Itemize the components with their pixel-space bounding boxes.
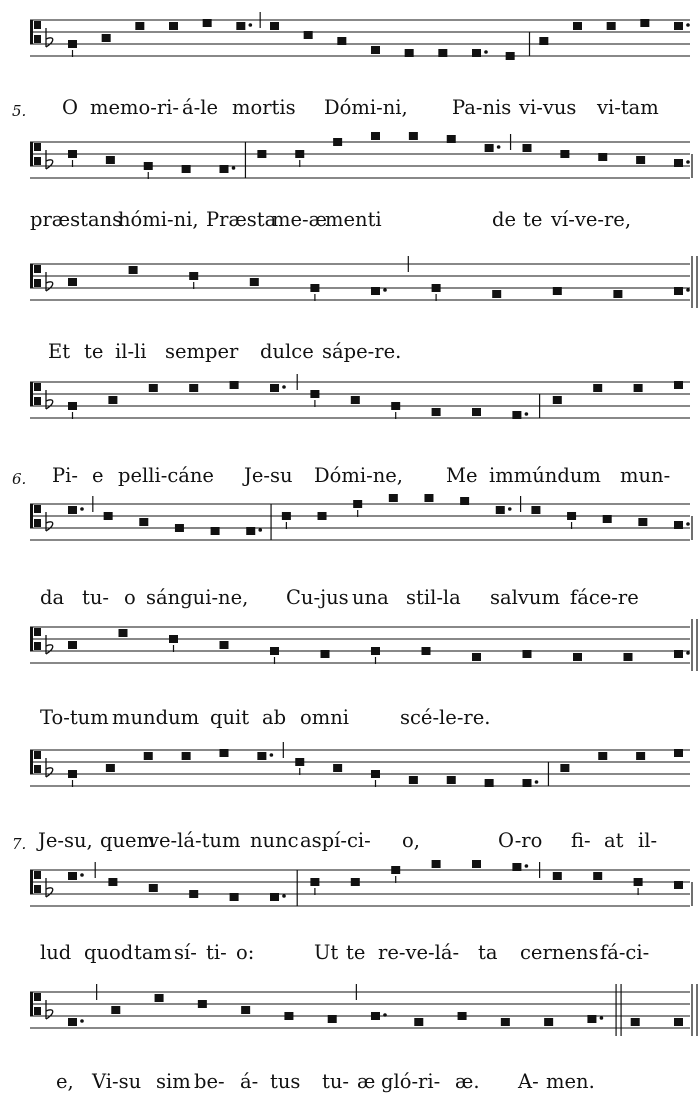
- neume-note: [321, 650, 330, 658]
- neume-note: [169, 635, 178, 643]
- mora-dot: [80, 873, 84, 877]
- chant-system-3: [0, 252, 698, 363]
- neume-note: [220, 749, 229, 757]
- neume-note: [544, 1018, 553, 1026]
- chant-system-5: [0, 492, 698, 609]
- syllable: á-le: [182, 96, 218, 119]
- syllable: dulce: [260, 340, 314, 363]
- syllable: quem: [100, 829, 156, 852]
- neume-note: [553, 396, 562, 404]
- neume-note: [220, 165, 229, 173]
- staff-7: [0, 738, 698, 818]
- chant-system-8: [0, 858, 698, 964]
- neume-note: [310, 284, 319, 292]
- neume-note: [189, 272, 198, 280]
- syllable: o,: [402, 829, 420, 852]
- neume-note: [567, 512, 576, 520]
- syllable: il-: [638, 829, 658, 852]
- syllable: me-æ: [272, 208, 327, 231]
- syllable: pelli-cáne: [118, 464, 214, 487]
- syllable: ti-: [206, 941, 227, 964]
- neume-note: [512, 863, 521, 871]
- neume-note: [68, 641, 77, 649]
- syllable: tu-: [322, 1070, 349, 1093]
- syllable: ve-lá-tum: [148, 829, 241, 852]
- syllable: memo-ri-: [90, 96, 179, 119]
- neume-note: [638, 518, 647, 526]
- mora-dot: [600, 1016, 604, 1020]
- syllable: sim: [156, 1070, 191, 1093]
- neume-note: [485, 779, 494, 787]
- mora-dot: [686, 160, 690, 164]
- neume-note: [257, 150, 266, 158]
- neume-note: [310, 390, 319, 398]
- double-bar: [692, 256, 697, 308]
- neume-note: [333, 138, 342, 146]
- neume-note: [68, 150, 77, 158]
- neume-note: [631, 1018, 640, 1026]
- neume-note: [405, 49, 414, 57]
- neume-note: [447, 135, 456, 143]
- neume-note: [371, 647, 380, 655]
- neume-note: [337, 37, 346, 45]
- mora-dot: [484, 50, 488, 54]
- neume-note: [438, 49, 447, 57]
- neume-note: [353, 500, 362, 508]
- neume-note: [68, 402, 77, 410]
- neume-note: [351, 396, 360, 404]
- neume-note: [119, 629, 128, 637]
- neume-note: [270, 647, 279, 655]
- neume-note: [102, 34, 111, 42]
- neume-note: [496, 506, 505, 514]
- neume-note: [68, 40, 77, 48]
- syllable: Pa-nis: [452, 96, 512, 119]
- neume-note: [310, 878, 319, 886]
- mora-dot: [497, 145, 501, 149]
- neume-note: [593, 872, 602, 880]
- neume-note: [270, 22, 279, 30]
- syllable: hómi-ni,: [118, 208, 199, 231]
- syllable: at: [604, 829, 624, 852]
- syllable: te: [346, 941, 366, 964]
- chant-system-2: [0, 130, 698, 230]
- syllable: mundum: [112, 706, 200, 729]
- syllable: semper: [165, 340, 239, 363]
- neume-note: [674, 1018, 683, 1026]
- neume-note: [636, 752, 645, 760]
- neume-note: [472, 49, 481, 57]
- neume-note: [203, 19, 212, 27]
- syllable: da: [40, 586, 65, 609]
- syllable: Me: [446, 464, 478, 487]
- neume-note: [371, 287, 380, 295]
- mora-dot: [80, 1019, 84, 1023]
- neume-note: [598, 153, 607, 161]
- neume-note: [250, 278, 259, 286]
- neume-note: [492, 290, 501, 298]
- syllable: Dómi-ne,: [314, 464, 403, 487]
- syllable: men.: [546, 1070, 595, 1093]
- chant-system-6: [0, 615, 698, 729]
- syllable: Pi-: [52, 464, 78, 487]
- syllable: sápe-re.: [322, 340, 402, 363]
- syllable: mun-: [620, 464, 671, 487]
- neume-note: [634, 878, 643, 886]
- neume-note: [230, 893, 239, 901]
- neume-note: [371, 770, 380, 778]
- neume-note: [674, 521, 683, 529]
- syllable: fá-ci-: [600, 941, 650, 964]
- neume-note: [108, 396, 117, 404]
- chant-system-7: [0, 738, 698, 853]
- syllable: de: [492, 208, 517, 231]
- neume-note: [68, 1018, 77, 1026]
- syllable: O: [62, 96, 78, 119]
- syllable: O-ro: [498, 829, 543, 852]
- syllable: te: [523, 208, 543, 231]
- neume-note: [351, 878, 360, 886]
- syllable: ta: [478, 941, 498, 964]
- syllable: sí-: [174, 941, 197, 964]
- syllable: gló-ri-: [381, 1070, 441, 1093]
- neume-note: [169, 22, 178, 30]
- neume-note: [111, 1006, 120, 1014]
- syllable: te: [84, 340, 104, 363]
- syllable: lud: [40, 941, 72, 964]
- mora-dot: [525, 864, 529, 868]
- neume-note: [68, 872, 77, 880]
- syllable: præstans: [30, 208, 123, 231]
- neume-note: [531, 506, 540, 514]
- syllable: vi-tam: [597, 96, 659, 119]
- neume-note: [189, 384, 198, 392]
- neume-note: [391, 402, 400, 410]
- syllable: á-: [240, 1070, 259, 1093]
- verse-number: 5.: [12, 102, 27, 120]
- neume-note: [573, 653, 582, 661]
- syllable: o:: [236, 941, 255, 964]
- neume-note: [236, 22, 245, 30]
- neume-note: [391, 866, 400, 874]
- neume-note: [409, 776, 418, 784]
- neume-note: [230, 381, 239, 389]
- mora-dot: [258, 528, 262, 532]
- syllable: A-: [518, 1070, 539, 1093]
- staff-4: [0, 370, 698, 450]
- neume-note: [674, 22, 683, 30]
- syllable: una: [352, 586, 389, 609]
- double-bar: [692, 619, 697, 671]
- syllable: ví-ve-re,: [551, 208, 632, 231]
- staff-5: [0, 492, 698, 572]
- neume-note: [104, 512, 113, 520]
- neume-note: [512, 411, 521, 419]
- neume-note: [553, 287, 562, 295]
- neume-note: [189, 890, 198, 898]
- staff-2: [0, 130, 698, 210]
- syllable: re-ve-lá-: [378, 941, 460, 964]
- syllable: immúndum: [489, 464, 601, 487]
- neume-note: [108, 878, 117, 886]
- neume-note: [485, 144, 494, 152]
- neume-note: [175, 524, 184, 532]
- neume-note: [447, 776, 456, 784]
- syllable: Dómi-ni,: [324, 96, 408, 119]
- neume-note: [106, 156, 115, 164]
- syllable: Je-su: [244, 464, 293, 487]
- neume-note: [506, 52, 515, 60]
- neume-note: [295, 758, 304, 766]
- syllable: Et: [48, 340, 71, 363]
- mora-dot: [80, 507, 84, 511]
- staff-8: [0, 858, 698, 938]
- syllable: vi-vus: [519, 96, 577, 119]
- double-bar: [692, 984, 697, 1036]
- neume-note: [211, 527, 220, 535]
- neume-note: [674, 159, 683, 167]
- mora-dot: [270, 753, 274, 757]
- neume-note: [295, 150, 304, 158]
- neume-note: [257, 752, 266, 760]
- neume-note: [560, 764, 569, 772]
- neume-note: [458, 1012, 467, 1020]
- neume-note: [149, 884, 158, 892]
- neume-note: [634, 384, 643, 392]
- neume-note: [68, 506, 77, 514]
- neume-note: [409, 132, 418, 140]
- syllable: e: [92, 464, 104, 487]
- mora-dot: [686, 23, 690, 27]
- mora-dot: [508, 507, 512, 511]
- neume-note: [523, 779, 532, 787]
- mora-dot: [686, 522, 690, 526]
- neume-note: [472, 408, 481, 416]
- chant-system-4: [0, 370, 698, 488]
- neume-note: [587, 1015, 596, 1023]
- neume-note: [139, 518, 148, 526]
- syllable: scé-le-re.: [400, 706, 491, 729]
- staff-1: [0, 8, 698, 88]
- neume-note: [135, 22, 144, 30]
- mora-dot: [232, 166, 236, 170]
- neume-note: [560, 150, 569, 158]
- mora-dot: [282, 385, 286, 389]
- neume-note: [607, 22, 616, 30]
- mora-dot: [282, 894, 286, 898]
- mora-dot: [383, 1013, 387, 1017]
- neume-note: [220, 641, 229, 649]
- neume-note: [182, 165, 191, 173]
- neume-note: [328, 1015, 337, 1023]
- neume-note: [424, 494, 433, 502]
- syllable: To-tum: [40, 706, 109, 729]
- neume-note: [422, 647, 431, 655]
- neume-note: [318, 512, 327, 520]
- mora-dot: [535, 780, 539, 784]
- syllable: e,: [56, 1070, 74, 1093]
- neume-note: [432, 860, 441, 868]
- neume-note: [674, 881, 683, 889]
- neume-note: [472, 653, 481, 661]
- syllable: o: [124, 586, 136, 609]
- mora-dot: [686, 288, 690, 292]
- syllable: Præsta: [206, 208, 277, 231]
- syllable: tus: [270, 1070, 301, 1093]
- syllable: cernens: [520, 941, 599, 964]
- neume-note: [68, 278, 77, 286]
- neume-note: [593, 384, 602, 392]
- neume-note: [333, 764, 342, 772]
- syllable: omni: [300, 706, 350, 729]
- neume-note: [389, 494, 398, 502]
- neume-note: [144, 752, 153, 760]
- syllable: mortis: [232, 96, 296, 119]
- syllable: quod: [84, 941, 134, 964]
- neume-note: [68, 770, 77, 778]
- neume-note: [129, 266, 138, 274]
- syllable: sángui-ne,: [146, 586, 249, 609]
- neume-note: [106, 764, 115, 772]
- neume-note: [598, 752, 607, 760]
- neume-note: [501, 1018, 510, 1026]
- syllable: æ.: [455, 1070, 480, 1093]
- syllable: Vi-su: [92, 1070, 142, 1093]
- syllable: salvum: [490, 586, 560, 609]
- neume-note: [460, 497, 469, 505]
- neume-note: [674, 381, 683, 389]
- syllable: aspí-ci-: [300, 829, 371, 852]
- verse-number: 6.: [12, 470, 27, 488]
- neume-note: [640, 19, 649, 27]
- syllable: il-li: [115, 340, 147, 363]
- neume-note: [674, 650, 683, 658]
- syllable: Ut: [314, 941, 339, 964]
- staff-3: [0, 252, 698, 332]
- neume-note: [282, 512, 291, 520]
- neume-note: [624, 653, 633, 661]
- staff-6: [0, 615, 698, 695]
- syllable: stil-la: [406, 586, 461, 609]
- neume-note: [432, 408, 441, 416]
- syllable: tam: [134, 941, 172, 964]
- neume-note: [371, 132, 380, 140]
- staff-9: [0, 980, 698, 1060]
- syllable: Cu-jus: [286, 586, 349, 609]
- neume-note: [144, 162, 153, 170]
- chant-system-1: [0, 8, 698, 120]
- mora-dot: [249, 23, 253, 27]
- mora-dot: [383, 288, 387, 292]
- neume-note: [636, 156, 645, 164]
- neume-note: [304, 31, 313, 39]
- neume-note: [371, 46, 380, 54]
- neume-note: [603, 515, 612, 523]
- neume-note: [539, 37, 548, 45]
- mora-dot: [686, 651, 690, 655]
- syllable: tu-: [82, 586, 109, 609]
- chant-system-9: [0, 980, 698, 1100]
- neume-note: [284, 1012, 293, 1020]
- neume-note: [182, 752, 191, 760]
- neume-note: [270, 893, 279, 901]
- syllable: Je-su,: [38, 829, 93, 852]
- neume-note: [371, 1012, 380, 1020]
- neume-note: [155, 994, 164, 1002]
- syllable: quit: [210, 706, 250, 729]
- mora-dot: [525, 412, 529, 416]
- syllable: æ: [357, 1070, 376, 1093]
- neume-note: [472, 860, 481, 868]
- neume-note: [270, 384, 279, 392]
- verse-number: 7.: [12, 835, 27, 853]
- syllable: menti: [325, 208, 382, 231]
- neume-note: [523, 650, 532, 658]
- syllable: fáce-re: [570, 586, 639, 609]
- neume-note: [432, 284, 441, 292]
- neume-note: [246, 527, 255, 535]
- neume-note: [149, 384, 158, 392]
- neume-note: [613, 290, 622, 298]
- neume-note: [573, 22, 582, 30]
- syllable: ab: [262, 706, 287, 729]
- neume-note: [553, 872, 562, 880]
- neume-note: [674, 287, 683, 295]
- neume-note: [414, 1018, 423, 1026]
- syllable: be-: [194, 1070, 225, 1093]
- neume-note: [523, 144, 532, 152]
- neume-note: [674, 749, 683, 757]
- syllable: nunc: [250, 829, 299, 852]
- syllable: fi-: [571, 829, 591, 852]
- neume-note: [198, 1000, 207, 1008]
- neume-note: [241, 1006, 250, 1014]
